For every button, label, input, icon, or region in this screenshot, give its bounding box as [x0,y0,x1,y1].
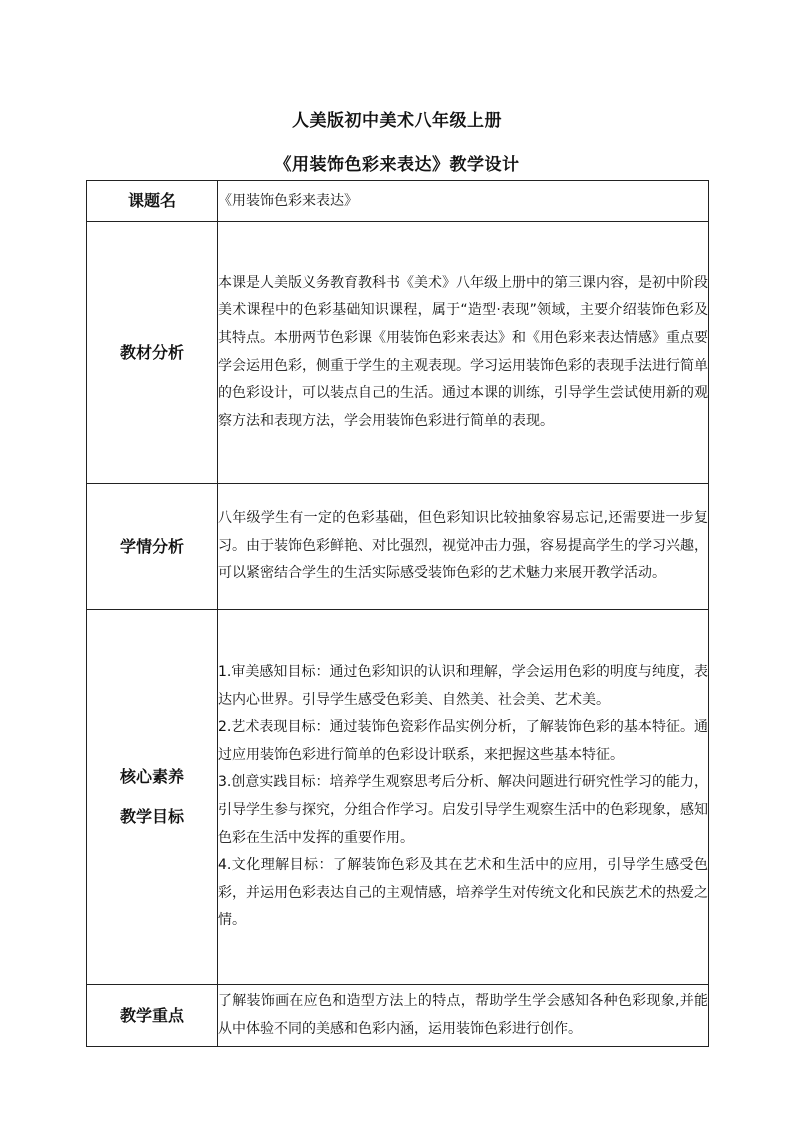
material-analysis-label: 教材分析 [87,222,218,484]
teaching-focus-label: 教学重点 [87,985,218,1047]
goal-item-creative: 3.创意实践目标：培养学生观察思考后分析、解决问题进行研究性学习的能力，引导学生参与探究，分组合作学习。启发引导学生观察生活中的色彩现象，感知色彩在生活中发挥的重要作用。 [218,774,708,846]
teaching-focus-content: 了解装饰画在应色和造型方法上的特点，帮助学生学会感知各种色彩现象,并能从中体验不同的美感和色彩内涵，运用装饰色彩进行创作。 [218,985,709,1047]
material-analysis-content: 本课是人美版义务教育教科书《美术》八年级上册中的第三课内容，是初中阶段美术课程中的色彩基础知识课程，属于“造型·表现”领域，主要介绍装饰色彩及其特点。本册两节色彩课《用装饰色彩来表达》和《用色彩来表达情感》重点要学会运用色彩，侧重于学生的主观表现。学习运用装饰色彩的表现手法进行简单的色彩设计，可以装点自己的生活。通过本课的训练，引导学生尝试使用新的观察方法和表现方法，学会用装饰色彩进行简单的表现。 [218,222,709,484]
goal-item-cultural: 4.文化理解目标：了解装饰色彩及其在艺术和生活中的应用，引导学生感受色彩，并运用色彩表达自己的主观情感，培养学生对传统文化和民族艺术的热爱之情。 [218,857,708,929]
document-title: 人美版初中美术八年级上册 [292,111,502,131]
table-row-topic [87,181,709,222]
teaching-goals-content [218,610,709,985]
table-row-teaching-focus [87,985,709,1047]
goal-item-expression: 2.艺术表现目标：通过装饰色瓷彩作品实例分析，了解装饰色彩的基本特征。通过应用装饰色彩进行简单的色彩设计联系，来把握这些基本特征。 [218,719,708,763]
lesson-design-table [86,180,709,1047]
table-row-material-analysis [87,222,709,484]
table-row-learner-analysis [87,484,709,610]
teaching-goals-label-line2: 教学目标 [119,807,184,826]
goal-item-aesthetic: 1.审美感知目标：通过色彩知识的认识和理解，学会运用色彩的明度与纯度，表达内心世界。引导学生感受色彩美、自然美、社会美、艺术美。 [218,664,708,708]
table-row-teaching-goals [87,610,709,985]
document-subtitle: 《用装饰色彩来表达》教学设计 [274,155,520,175]
topic-label: 课题名 [87,181,218,222]
topic-content: 《用装饰色彩来表达》 [218,181,709,222]
learner-analysis-label: 学情分析 [87,484,218,610]
learner-analysis-content: 八年级学生有一定的色彩基础，但色彩知识比较抽象容易忘记,还需要进一步复习。由于装饰色彩鲜艳、对比强烈，视觉冲击力强，容易提高学生的学习兴趣，可以紧密结合学生的生活实际感受装饰色彩的艺术魅力来展开教学活动。 [218,484,709,610]
teaching-goals-label-line1: 核心素养 [119,767,184,786]
teaching-goals-label [87,610,218,985]
